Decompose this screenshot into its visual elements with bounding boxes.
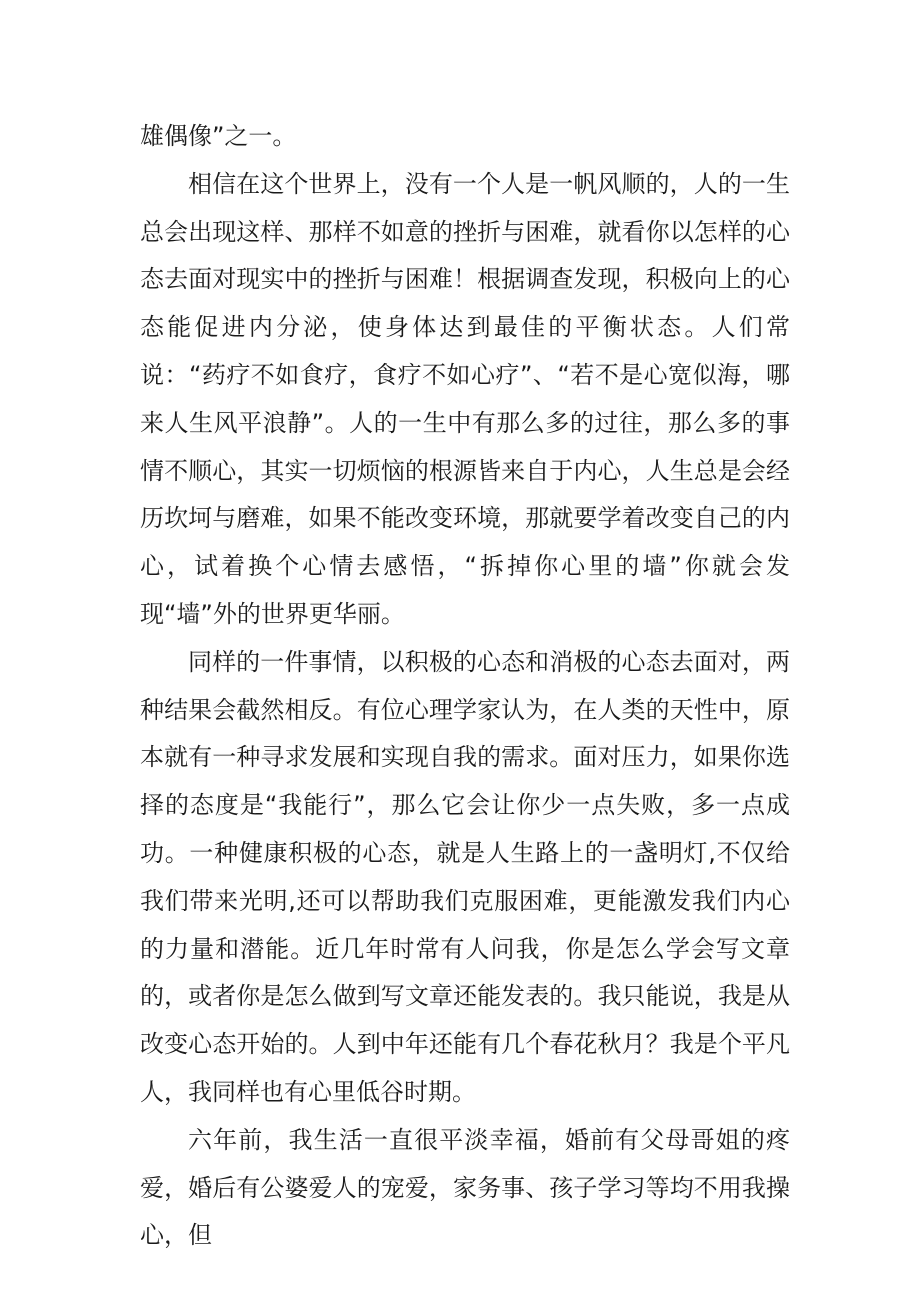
paragraph-mindset-adversity: 相信在这个世界上，没有一个人是一帆风顺的，人的一生总会出现这样、那样不如意的挫折与困难，就看你以怎样的心态去面对现实中的挫折与困难！根据调查发现，积极向上的心态能促进内分泌，使身体达到最佳的平衡状态。人们常说：“药疗不如食疗，食疗不如心疗”、“若不是心宽似海，哪来人生风平浪静”。人的一生中有那么多的过往，那么多的事情不顺心，其实一切烦恼的根源皆来自于内心，人生总是会经历坎坷与磨难，如果不能改变环境，那就要学着改变自己的内心，试着换个心情去感悟，“拆掉你心里的墙”你就会发现“墙”外的世界更华丽。 [140,169,790,628]
paragraph-six-years-ago: 六年前，我生活一直很平淡幸福，婚前有父母哥姐的疼爱，婚后有公婆爱人的宠爱，家务事、孩子学习等均不用我操心，但 [140,1125,790,1250]
paragraph-continuation: 雄偶像”之一。 [140,122,297,150]
body-text [140,113,790,1260]
paragraph-positive-attitude: 同样的一件事情，以积极的心态和消极的心态去面对，两种结果会截然相反。有位心理学家认为，在人类的天性中，原本就有一种寻求发展和实现自我的需求。面对压力，如果你选择的态度是“我能行”，那么它会让你少一点失败，多一点成功。一种健康积极的心态，就是人生路上的一盏明灯,不仅给我们带来光明,还可以帮助我们克服困难，更能激发我们内心的力量和潜能。近几年时常有人问我，你是怎么学会写文章的，或者你是怎么做到写文章还能发表的。我只能说，我是从改变心态开始的。人到中年还能有几个春花秋月？我是个平凡人，我同样也有心里低谷时期。 [140,647,790,1106]
